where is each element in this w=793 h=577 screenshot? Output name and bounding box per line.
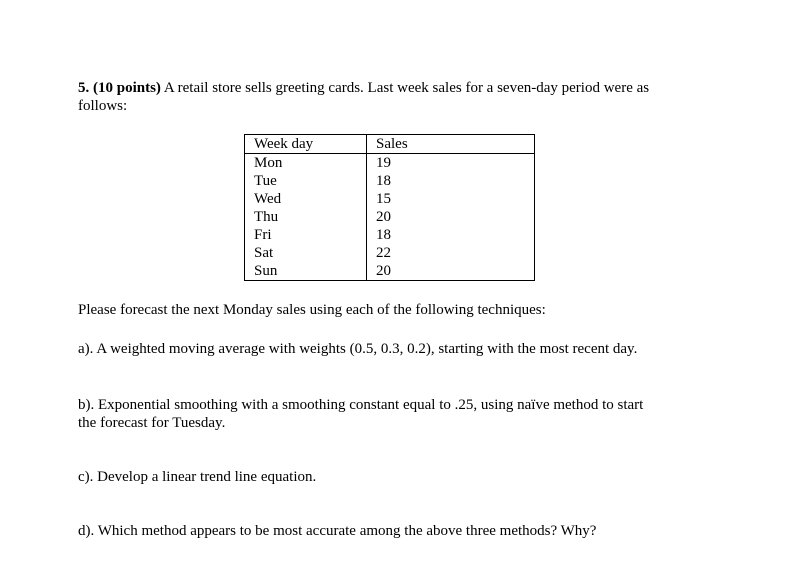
day-cell: Sat (245, 244, 367, 262)
table-row (245, 262, 535, 281)
header-weekday: Week day (245, 135, 367, 154)
sales-cell: 20 (376, 263, 391, 279)
sales-cell: 18 (376, 227, 391, 243)
question-number-points (78, 80, 161, 96)
part-b-line2: the forecast for Tuesday. (78, 415, 226, 431)
day-cell: Mon (245, 154, 367, 173)
instruction: Please forecast the next Monday sales using each of the following techniques: (78, 302, 546, 318)
header-sales: Sales (367, 135, 535, 154)
sales-table (244, 134, 535, 281)
part-b-line1: b). Exponential smoothing with a smoothing constant equal to .25, using naïve method to start (78, 397, 644, 413)
question-number: 5. (78, 80, 90, 96)
sales-cell: 18 (376, 173, 391, 189)
day-cell: Tue (245, 172, 367, 190)
question-intro-cont: follows: (78, 98, 128, 114)
table-row (245, 190, 535, 208)
part-c: c). Develop a linear trend line equation. (78, 469, 317, 485)
question-intro: A retail store sells greeting cards. Last week sales for a seven-day period were as (163, 80, 650, 96)
day-cell: Thu (245, 208, 367, 226)
question-points: (10 points) (93, 80, 161, 96)
part-d: d). Which method appears to be most accurate among the above three methods? Why? (78, 523, 597, 539)
day-cell: Wed (245, 190, 367, 208)
sales-cell: 20 (376, 209, 391, 225)
table-row (245, 172, 535, 190)
part-a: a). A weighted moving average with weights (0.5, 0.3, 0.2), starting with the most recent day. (78, 341, 638, 357)
table-header-row (245, 135, 535, 154)
day-cell: Fri (245, 226, 367, 244)
table-row (245, 154, 535, 173)
table-row (245, 226, 535, 244)
table-row (245, 244, 535, 262)
question-heading (78, 79, 649, 97)
sales-cell: 15 (376, 191, 391, 207)
sales-cell: 19 (376, 155, 391, 171)
day-cell: Sun (245, 262, 367, 281)
sales-cell: 22 (376, 245, 391, 261)
table-row (245, 208, 535, 226)
